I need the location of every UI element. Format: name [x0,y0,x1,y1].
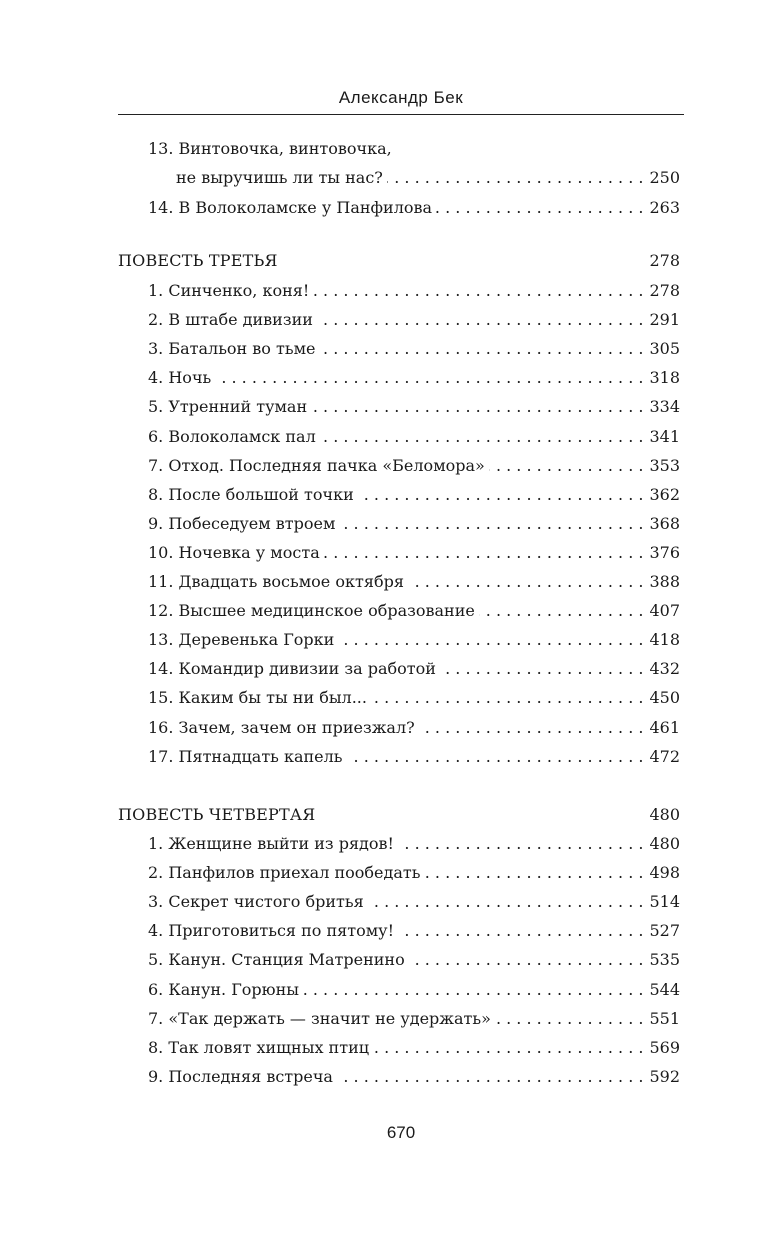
toc-entry [118,392,680,421]
toc-entry-page: 498 [649,863,680,883]
toc-entry-title: 15. Каким бы ты ни был... [148,688,367,708]
toc-entry-page: 450 [649,688,680,708]
toc-entry [118,276,680,305]
dot-leader [398,829,643,858]
dot-leader [408,567,644,596]
toc-entry-title: 2. Панфилов приехал пообедать [148,863,421,883]
toc-entry-page: 407 [649,601,680,621]
toc-entry [118,363,680,392]
dot-leader [371,683,643,712]
toc-entry [118,509,680,538]
toc-entry-title: 1. Синченко, коня! [148,281,310,300]
dot-leader [436,193,643,222]
toc-entry [118,193,680,222]
dot-leader [215,363,643,392]
dot-leader [324,538,644,567]
toc-entry [118,887,680,916]
toc-entry [118,713,680,742]
toc-entry-page: 544 [649,979,680,999]
toc-entry-title: 10. Ночевка у моста [148,542,320,562]
toc-entry-title: 12. Высшее медицинское образование [148,601,475,621]
toc-entry [118,451,680,480]
toc-entry-title: 3. Секрет чистого бритья [148,892,364,912]
dot-leader [373,1033,643,1062]
toc-entry-page: 353 [649,455,680,475]
part-heading [118,800,680,829]
toc-entry [118,654,680,683]
dot-leader [419,713,644,742]
dot-leader [409,945,644,974]
toc-entry [118,596,680,625]
dot-leader [489,451,644,480]
toc-entry-page: 535 [649,950,680,970]
toc-entry-page: 527 [649,921,680,941]
toc-entry-page: 341 [649,426,680,446]
toc-entry-page: 480 [649,834,680,853]
toc-entry-title: 17. Пятнадцать капель [148,746,343,766]
part-page: 278 [649,251,680,270]
toc-entry [118,480,680,509]
toc-entry [118,1062,680,1091]
toc-entry-page: 362 [649,484,680,504]
toc-entry [118,683,680,712]
toc-entry-page: 368 [649,513,680,533]
toc-entry-title: 16. Зачем, зачем он приезжал? [148,717,415,737]
dot-leader [320,334,644,363]
dot-leader [311,392,643,421]
toc-entry-page: 514 [649,892,680,912]
toc-entry-title: 13. Деревенька Горки [148,630,335,650]
part-heading [118,246,680,275]
toc-entry-page: 388 [649,572,680,591]
toc-entry [118,858,680,887]
toc-entry-title: 14. Командир дивизии за работой [148,659,436,679]
page-number: 670 [386,1123,416,1142]
dot-leader [337,1062,643,1091]
part-title: ПОВЕСТЬ ТРЕТЬЯ [118,251,278,270]
part-title: ПОВЕСТЬ ЧЕТВЕРТАЯ [118,805,316,824]
toc-entry-page: 250 [649,168,680,187]
dot-leader [347,742,644,771]
toc-entry [118,334,680,363]
toc-entry-title: 6. Канун. Горюны [148,979,299,999]
toc-entry [118,945,680,974]
dot-leader [339,509,643,538]
toc-entry [118,305,680,334]
toc-entry-title: 5. Канун. Станция Матренино [148,950,405,970]
toc-entry-title: 9. Побеседуем втроем [148,513,336,533]
part-page: 480 [649,805,680,824]
dot-leader [495,1004,644,1033]
toc-entry-page: 592 [649,1066,680,1086]
toc-entry [118,742,680,771]
toc-entry-title: 14. В Волоколамске у Панфилова [148,198,433,217]
dot-leader [440,654,644,683]
dot-leader [303,975,643,1004]
dot-leader [387,163,644,192]
dot-leader [358,480,644,509]
dot-leader [398,916,643,945]
toc-entry [118,975,680,1004]
dot-leader [368,887,644,916]
toc-entry-page: 472 [649,746,680,766]
dot-leader [424,858,643,887]
toc-entry-page: 305 [649,339,680,359]
toc-entry-title: 6. Волоколамск пал [148,426,316,446]
toc-entry-page: 334 [649,397,680,417]
toc-entry-title: 4. Приготовиться по пятому! [148,921,394,941]
toc-entry-title: 3. Батальон во тьме [148,339,316,359]
toc-entry-title: 8. Так ловят хищных птиц [148,1037,370,1057]
toc-entry-page: 418 [649,630,680,650]
toc-entry-title: 9. Последняя встреча [148,1066,333,1086]
toc-entry-title: 11. Двадцать восьмое октября [148,572,404,591]
toc-entry [118,134,680,163]
toc-entry [118,625,680,654]
toc-entry-page: 569 [649,1037,680,1057]
toc-entry-title: 13. Винтовочка, винтовочка, [148,139,392,158]
toc-entry [118,916,680,945]
toc-entry-page: 278 [649,281,680,300]
dot-leader [479,596,644,625]
toc-entry-page: 432 [649,659,680,679]
dot-leader [317,305,644,334]
header-rule [118,114,684,115]
dot-leader [313,276,643,305]
toc-entry [118,829,680,858]
running-head-author: Александр Бек [338,88,464,107]
toc-entry-page: 318 [649,368,680,388]
toc-entry [118,1033,680,1062]
toc-entry-title: 7. «Так держать — значит не удержать» [148,1008,491,1028]
toc-entry [118,567,680,596]
toc-entry-page: 461 [649,717,680,737]
toc-entry [118,163,680,192]
toc-entry-title: 8. После большой точки [148,484,354,504]
dot-leader [338,625,643,654]
toc-entry-page: 263 [649,198,680,217]
toc-entry-page: 551 [649,1008,680,1028]
toc-entry-page: 376 [649,542,680,562]
toc-entry-title: 7. Отход. Последняя пачка «Беломора» [148,455,485,475]
toc-entry [118,1004,680,1033]
toc-entry-title: 2. В штабе дивизии [148,310,313,330]
toc-entry-title: 4. Ночь [148,368,212,388]
toc-entry-title: 5. Утренний туман [148,397,308,417]
toc-entry [118,422,680,451]
toc-entry [118,538,680,567]
toc-entry-page: 291 [649,310,680,330]
toc-entry-title: 1. Женщине выйти из рядов! [148,834,394,853]
dot-leader [320,422,644,451]
toc-entry-title: не выручишь ли ты нас? [176,168,383,187]
